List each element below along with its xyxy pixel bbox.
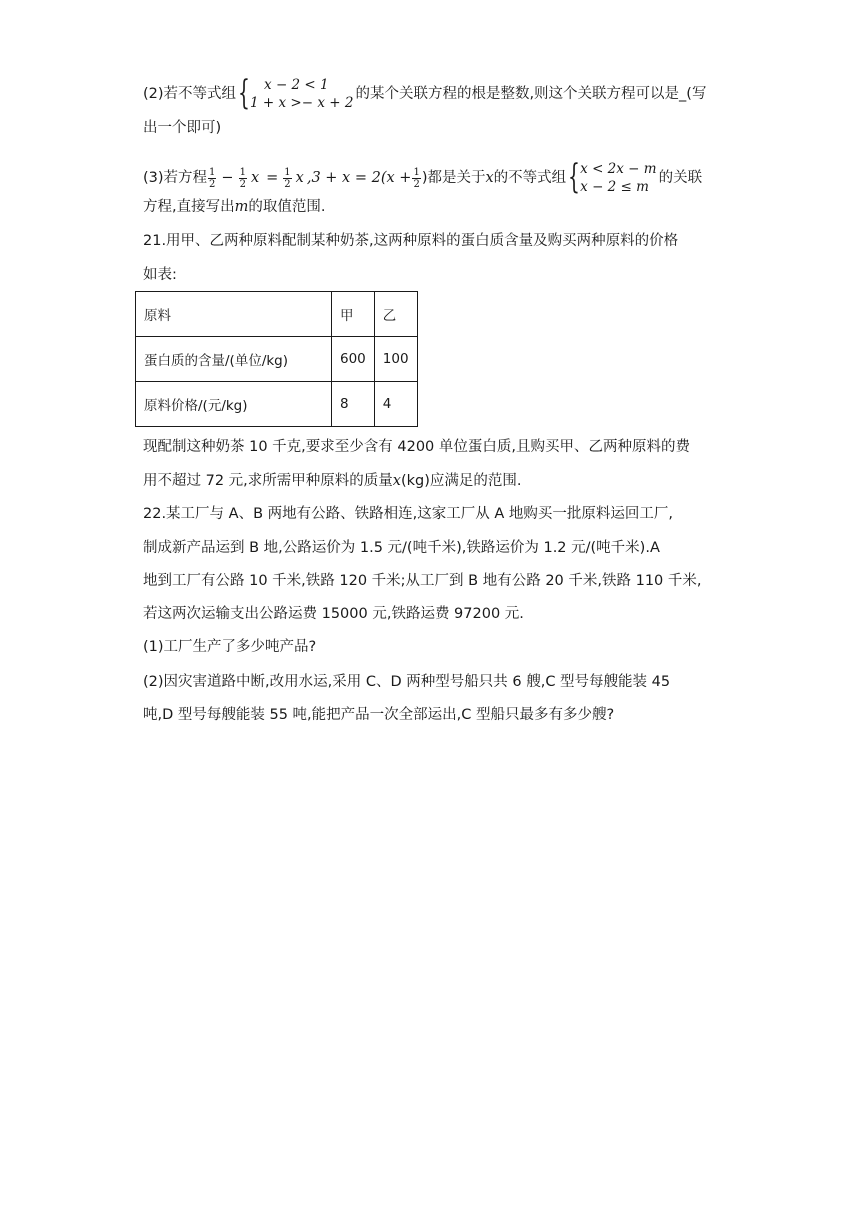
fraction: $\frac{1}{2}$	[284, 166, 291, 190]
table-row	[136, 382, 418, 427]
table-cell: 8	[332, 382, 375, 427]
ingredient-table	[135, 291, 418, 427]
system-row-1: x < 2x − m	[580, 161, 657, 177]
q22-line3: 地到工厂有公路 10 千米,铁路 120 千米;从工厂到 B 地有公路 20 千米,铁路 110 千米,	[143, 573, 702, 589]
table-header-row	[136, 292, 418, 337]
fraction: $\frac{1}{2}$	[413, 166, 420, 190]
q21-line1: 21.用甲、乙两种原料配制某种奶茶,这两种原料的蛋白质含量及购买两种原料的价格	[143, 233, 679, 249]
system-row-2: x − 2 ≤ m	[580, 179, 649, 195]
q22-line2: 制成新产品运到 B 地,公路运价为 1.5 元/(吨千米),铁路运价为 1.2 元/(吨千米).A	[143, 540, 660, 556]
q20-part3-line2: 方程,直接写出m的取值范围.	[143, 199, 326, 215]
brace-icon: {	[568, 157, 581, 197]
table-header-cell: 甲	[332, 292, 375, 337]
fraction: $\frac{1}{2}$	[209, 166, 216, 190]
system-row-1: x − 2 < 1	[264, 77, 329, 93]
table-cell: 原料价格/(元/kg)	[136, 382, 332, 427]
q22-line1: 22.某工厂与 A、B 两地有公路、铁路相连,这家工厂从 A 地购买一批原料运回工厂,	[143, 506, 673, 522]
table-cell: 4	[374, 382, 417, 427]
q20-part3-prefix: (3)若方程	[143, 170, 208, 186]
fraction: $\frac{1}{2}$	[239, 166, 246, 190]
q20-part2-line1	[143, 73, 707, 113]
table-cell: 蛋白质的含量/(单位/kg)	[136, 337, 332, 382]
system-row-2: 1 + x >− x + 2	[250, 95, 354, 111]
q21-line2: 如表:	[143, 267, 177, 283]
table-row	[136, 337, 418, 382]
q21-after-line2: 用不超过 72 元,求所需甲种原料的质量x(kg)应满足的范围.	[143, 473, 522, 489]
q20-part3-inequality-system	[568, 157, 657, 197]
table-header-cell: 原料	[136, 292, 332, 337]
q20-part2-inequality-system	[238, 73, 354, 113]
q22-part2-line2: 吨,D 型号每艘能装 55 吨,能把产品一次全部运出,C 型船只最多有多少艘?	[143, 707, 615, 723]
q20-part2-line2: 出一个即可)	[143, 120, 222, 136]
table-header-cell: 乙	[374, 292, 417, 337]
q22-part2-line1: (2)因灾害道路中断,改用水运,采用 C、D 两种型号船只共 6 艘,C 型号每艘能装 45	[143, 674, 671, 690]
q20-part3-line1: (3)若方程 $\frac{1}{2}$ − $\frac{1}{2}$ x = $\frac{1}{2}$ x ,3 + x = 2(x + $\frac{1}{2}$ )都是关于x的不等式组 { x < 2x − m x − 2 ≤ m 的关联	[143, 157, 703, 197]
q20-part2-suffix: 的某个关联方程的根是整数,则这个关联方程可以是_(写	[355, 86, 707, 102]
q20-part2-prefix: (2)若不等式组	[143, 86, 237, 102]
q21-after-line1: 现配制这种奶茶 10 千克,要求至少含有 4200 单位蛋白质,且购买甲、乙两种原料的费	[143, 439, 691, 455]
brace-icon: {	[238, 73, 250, 113]
q20-part3-equation2: ,3 + x = 2(x +	[306, 170, 412, 186]
q22-line4: 若这两次运输支出公路运费 15000 元,铁路运费 97200 元.	[143, 606, 524, 622]
q22-part1: (1)工厂生产了多少吨产品?	[143, 639, 317, 655]
table-cell: 100	[374, 337, 417, 382]
table-cell: 600	[332, 337, 375, 382]
